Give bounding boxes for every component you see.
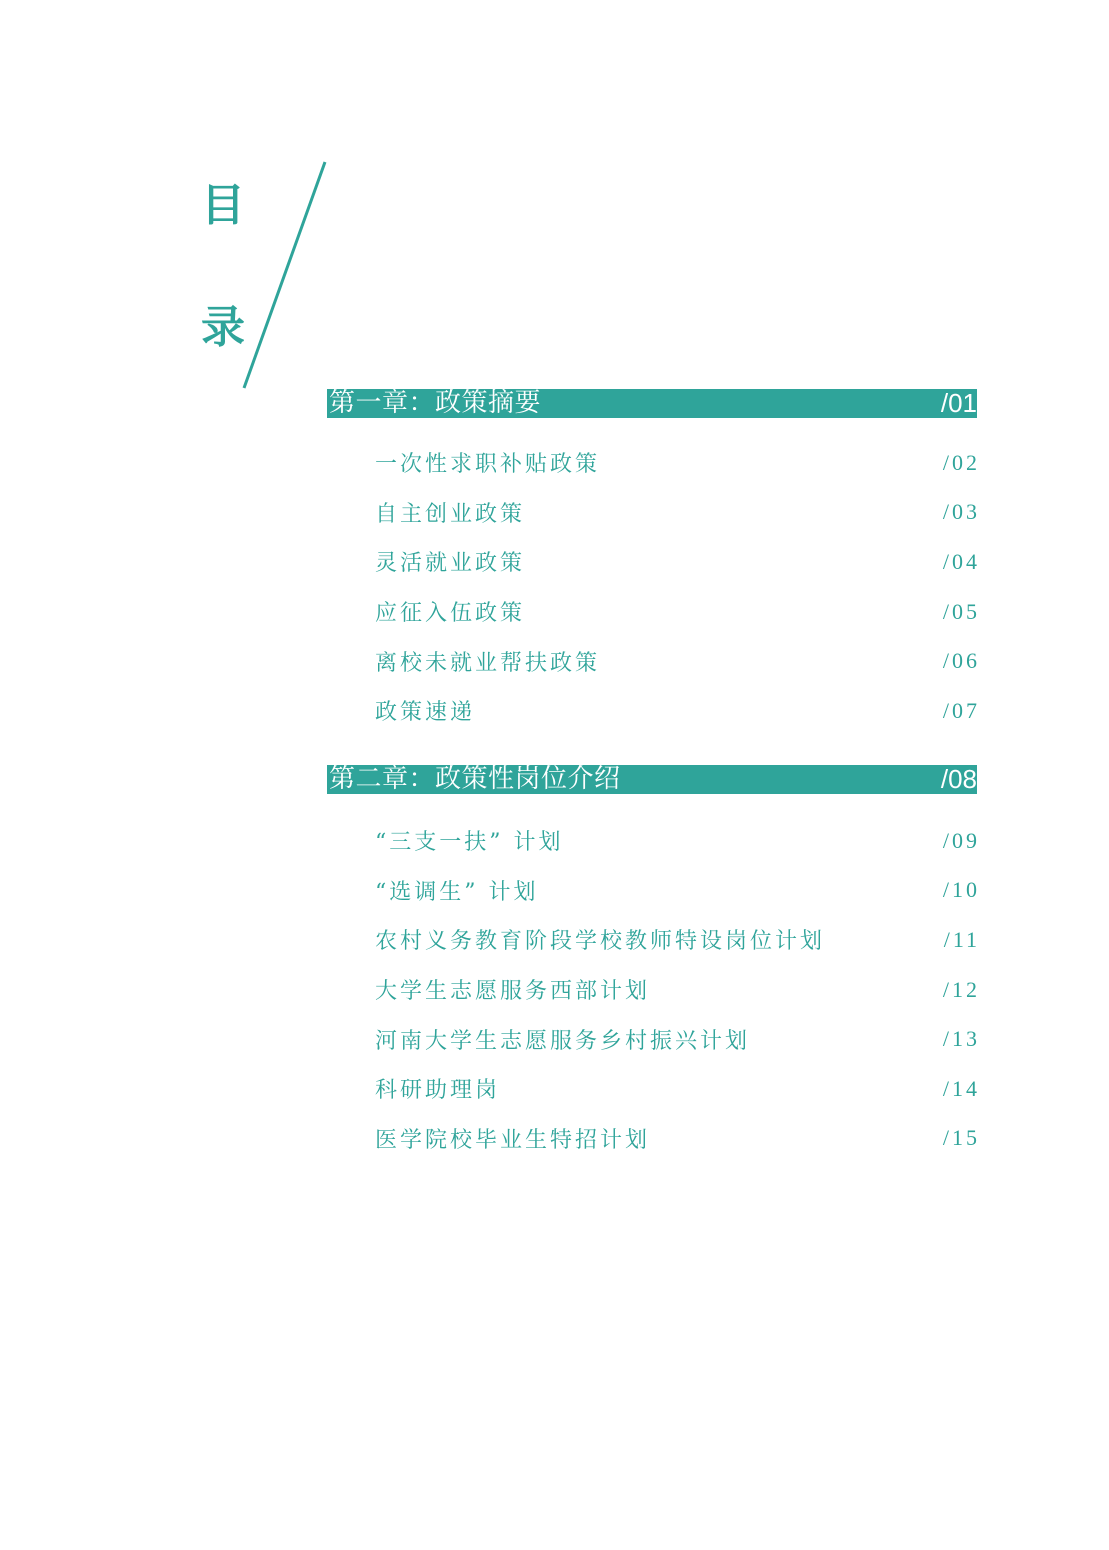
entry-page-number: /13 bbox=[942, 1026, 980, 1052]
chapter-page-number: /01 bbox=[940, 388, 977, 418]
entry-title: 应征入伍政策 bbox=[375, 601, 526, 627]
diagonal-line bbox=[244, 162, 325, 388]
toc-entry[interactable] bbox=[375, 636, 980, 686]
toc-entry[interactable] bbox=[375, 686, 980, 736]
chapter-heading-1[interactable] bbox=[327, 389, 977, 418]
entry-page-number: /04 bbox=[942, 548, 980, 574]
entry-page-number: /03 bbox=[942, 499, 980, 525]
entry-page-number: /14 bbox=[942, 1075, 980, 1101]
entry-title: 科研助理岗 bbox=[375, 1078, 501, 1104]
toc-entry[interactable] bbox=[375, 438, 980, 488]
entry-page-number: /02 bbox=[942, 449, 980, 475]
toc-entry[interactable] bbox=[375, 1064, 980, 1114]
chapter-title: 第一章：政策摘要 bbox=[329, 388, 542, 418]
toc-entry[interactable] bbox=[375, 816, 980, 866]
entry-title: 医学院校毕业生特招计划 bbox=[375, 1127, 651, 1153]
entry-title: 灵活就业政策 bbox=[375, 551, 526, 577]
entry-page-number: /09 bbox=[942, 827, 980, 853]
entry-title: 农村义务教育阶段学校教师特设岗位计划 bbox=[375, 929, 826, 955]
entry-title: 河南大学生志愿服务乡村振兴计划 bbox=[375, 1028, 751, 1054]
entry-title: 政策速递 bbox=[375, 700, 476, 726]
toc-heading-char: 目 bbox=[201, 180, 245, 231]
toc-entry[interactable] bbox=[375, 866, 980, 916]
chapter-2-entry-list bbox=[375, 816, 980, 1163]
entry-page-number: /05 bbox=[942, 598, 980, 624]
entry-title: “选调生” 计划 bbox=[375, 879, 539, 905]
toc-entry[interactable] bbox=[375, 537, 980, 587]
entry-title: 自主创业政策 bbox=[375, 501, 526, 527]
chapter-heading-2[interactable] bbox=[327, 765, 977, 794]
entry-page-number: /15 bbox=[942, 1125, 980, 1151]
toc-entry[interactable] bbox=[375, 965, 980, 1015]
entry-page-number: /07 bbox=[942, 697, 980, 723]
entry-page-number: /10 bbox=[942, 877, 980, 903]
entry-title: 大学生志愿服务西部计划 bbox=[375, 979, 651, 1005]
toc-entry[interactable] bbox=[375, 488, 980, 538]
toc-heading-char: 录 bbox=[201, 302, 245, 353]
toc-entry[interactable] bbox=[375, 1014, 980, 1064]
entry-page-number: /11 bbox=[943, 926, 980, 952]
entry-page-number: /06 bbox=[942, 648, 980, 674]
entry-title: 离校未就业帮扶政策 bbox=[375, 650, 601, 676]
toc-entry[interactable] bbox=[375, 915, 980, 965]
entry-title: 一次性求职补贴政策 bbox=[375, 452, 601, 478]
chapter-page-number: /08 bbox=[940, 764, 977, 794]
chapter-1-entry-list bbox=[375, 438, 980, 736]
entry-title: “三支一扶” 计划 bbox=[375, 830, 564, 856]
entry-page-number: /12 bbox=[942, 976, 980, 1002]
chapter-title: 第二章：政策性岗位介绍 bbox=[329, 764, 621, 794]
toc-entry[interactable] bbox=[375, 587, 980, 637]
toc-entry[interactable] bbox=[375, 1114, 980, 1164]
